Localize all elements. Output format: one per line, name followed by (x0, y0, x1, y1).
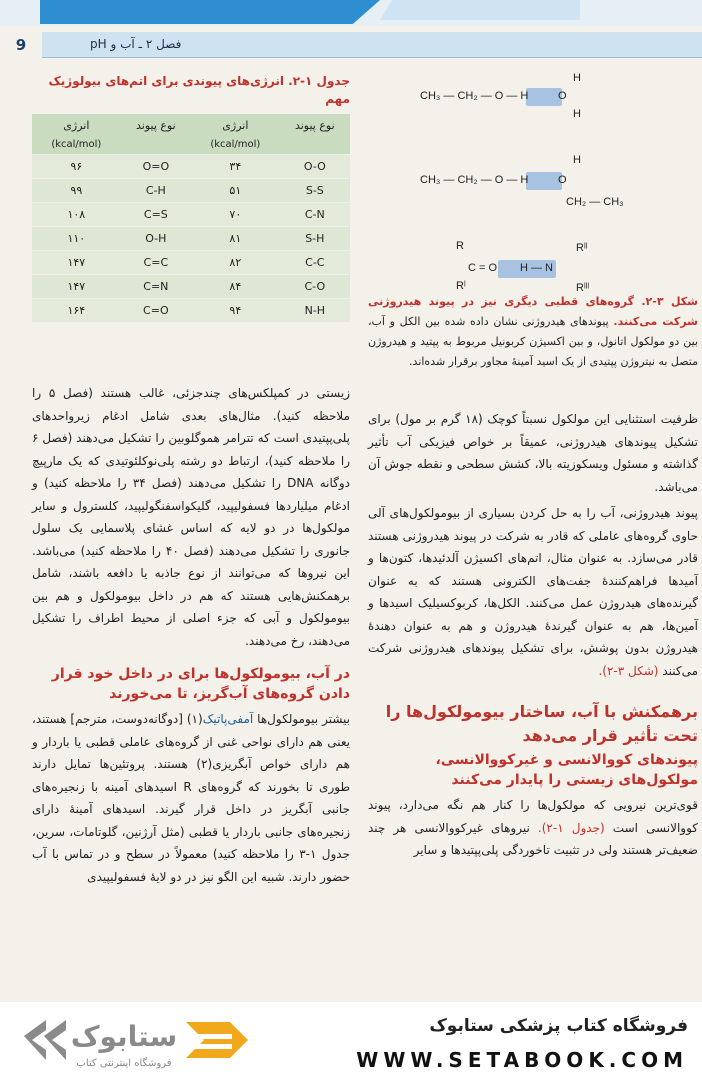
table-row (32, 250, 350, 274)
top-light-stripe (380, 0, 580, 20)
ethanol-group: CH₃ — CH₂ — O — H (420, 90, 529, 102)
table-cell: N-H (280, 298, 350, 322)
top-blue-stripe (40, 0, 380, 24)
amide-nh: H — N (520, 262, 553, 274)
text-span: پیوند هیدروژنی، آب را به حل کردن بسیاری از بیومولکول‌های آلی حاوی گروه‌های عاملی که قادر به شرکت در پیوند هیدروژنی هستند قادر می‌سازد. به عنوان مثال، اتم‌های اکسیژن آلدئیدها، کتون‌ها و آمیدها فراهم‌کنندهٔ جفت‌های الکترونی هستند که به عنوان گیرنده‌های هیدروژن عمل می‌کنند. الکل‌ها، کربوکسیلیک اسیدها و آمین‌ها، هم به عنوان گیرندهٔ هیدروژن و هم به عنوان دهندهٔ هیدروژن بدون پوشش، برای تشکیل پیوندهای هیدروژنی شرکت می‌کنند (368, 506, 698, 678)
left-paragraph-2 (32, 708, 350, 888)
table-row (32, 274, 350, 298)
table-cell: ۸۴ (191, 274, 280, 298)
table-reference: (جدول ۱-۲). (537, 820, 605, 835)
left-column (32, 72, 350, 888)
table-cell: C-N (280, 202, 350, 226)
table-cell: C=N (121, 274, 191, 298)
table-header: انرژی (32, 114, 121, 136)
table-cell: O=O (121, 154, 191, 178)
chapter-title: فصل ۲ ـ آب و pH (90, 37, 182, 51)
table-cell: C-H (121, 178, 191, 202)
logo-book-stripe (192, 1044, 232, 1049)
arrow-icon (44, 1020, 66, 1060)
table-row (32, 298, 350, 322)
r3-group: Rˡˡˡ (576, 282, 590, 294)
right-paragraph-1: ظرفیت استثنایی این مولکول نسبتاً کوچک (۱۸ گرم بر مول) برای تشکیل پیوندهای هیدروژنی، عمیقاً بر خواص فیزیکی آب تأثیر گذاشته و مسئول ویسکوزیته بالا، کشش سطحی و نقطه جوش آن می‌باشد. (368, 412, 699, 494)
right-paragraph-3 (368, 794, 698, 862)
logo-text: ستابوک (70, 1020, 178, 1053)
ethanol-h: H (573, 154, 581, 166)
keyword-amphipathic: آمفی‌پاتیک (202, 712, 254, 726)
water-h-top: H (573, 72, 581, 84)
table-cell: ۱۶۴ (32, 298, 121, 322)
hydrogen-bond-figure (368, 60, 698, 292)
table-row (32, 202, 350, 226)
table-cell: C-O (280, 274, 350, 298)
setabook-logo[interactable] (16, 1012, 266, 1072)
table-cell: ۹۹ (32, 178, 121, 202)
table-cell: ۷۰ (191, 202, 280, 226)
table-row (32, 154, 350, 178)
bond-energy-table (32, 114, 350, 322)
right-paragraph-2 (368, 502, 698, 682)
table-cell: ۹۶ (32, 154, 121, 178)
h-bond-highlight (526, 172, 562, 190)
table-cell: ۵۱ (191, 178, 280, 202)
table-cell: C=C (121, 250, 191, 274)
right-column (368, 60, 698, 862)
r2-group: Rˡˡ (576, 242, 588, 254)
table-cell: C=S (121, 202, 191, 226)
figure-label: شکل ۳-۲. گروه‌های قطبی دیگری نیز در پیوند هیدروژنی شرکت می‌کنند. (368, 295, 698, 328)
table-header: انرژی (191, 114, 280, 136)
figure-caption (368, 292, 698, 372)
figure-caption-text: پیوندهای هیدروژنی نشان داده شده بین الکل و آب، بین دو مولکول اتانول، و بین اکسیژن کربونیل مربوط به پپتید و هیدروژن متصل به نیتروژن پپتیدی از یک اسید آمینهٔ مجاور برقرار شده‌اند. (368, 315, 698, 368)
table-cell: ۸۲ (191, 250, 280, 274)
ethanol-group: CH₃ — CH₂ — O — H (420, 174, 529, 186)
left-paragraph-1: زیستی در کمپلکس‌های چندجزئی، غالب هستند (فصل ۵ را ملاحظه کنید). مثال‌های بعدی شامل ادغام زیرواحدهای پلی‌پپتیدی است که تترامر هموگلوبین را تشکیل می‌دهند (فصل ۶ را ملاحظه کنید)، ارتباط دو رشته پلی‌نوکلئوتیدی که یک مارپیچ دوگانه DNA را تشکیل می‌دهند (فصل ۳۴ را ملاحظه کنید) و ادغام میلیاردها فسفولیپید، گلیکواسفنگولیپید، کلسترول و سایر مولکول‌ها در دو لایه که اساس غشای پلاسمایی یک سلول جانوری را تشکیل می‌دهند (فصل ۴۰ را ملاحظه کنید) می‌باشد. این نیروها که می‌توانند از نوع جاذبه یا دافعه باشند، شامل برهمکنش‌هایی هستند که هم در داخل بیومولکول و هم بین بیومولکول و آبی که جزء اصلی از محیط اطراف را تشکیل می‌دهند، رخ می‌دهند. (32, 386, 350, 648)
ethanol-oxygen: O (558, 174, 567, 186)
text-span: نیروهای غیرکووالانسی هر چند ضعیف‌تر هستند ولی در تثبیت تاخوردگی پلی‌پپتیدها و سایر (368, 820, 698, 857)
logo-book-stripe (192, 1034, 232, 1039)
text-span: قوی‌ترین نیرویی که مولکول‌ها را کنار هم نگه می‌دارد، پیوند کووالانسی است (368, 798, 698, 835)
table-cell: O-H (121, 226, 191, 250)
water-h-bottom: H (573, 108, 581, 120)
table-header: نوع پیوند (280, 114, 350, 136)
store-url[interactable]: WWW.SETABOOK.COM (356, 1048, 688, 1072)
table-cell: ۱۰۸ (32, 202, 121, 226)
table-subheader (121, 136, 191, 154)
text-span: بیشتر بیومولکول‌ها (257, 712, 350, 726)
h-bond-highlight (526, 88, 562, 106)
ethyl-group: CH₂ — CH₃ (566, 196, 624, 208)
table-unit: (kcal/mol) (32, 136, 121, 154)
table-cell: ۹۴ (191, 298, 280, 322)
table-cell: ۱۴۷ (32, 274, 121, 298)
spacer (32, 322, 350, 382)
store-name: فروشگاه کتاب پزشکی ستابوک (429, 1016, 688, 1036)
section-heading-folding: در آب، بیومولکول‌ها برای در داخل خود قرار دادن گروه‌های آب‌گریز، تا می‌خورند (51, 666, 350, 702)
table-cell: S-S (280, 178, 350, 202)
r1-group: Rˡ (456, 280, 466, 292)
table-cell: ۱۴۷ (32, 250, 121, 274)
carbonyl: C = O (468, 262, 498, 274)
table-cell: ۱۱۰ (32, 226, 121, 250)
text-span: (۱) [دوگانه‌دوست، مترجم] هستند، یعنی هم دارای نواحی غنی از گروه‌های عاملی قطبی یا باردار و هم دارای خواص آبگریزی(۲) هستند. پروتئین‌ها تمایل دارند طوری تا بخورند که گروه‌های R اسیدهای آمینه با زنجیره‌های جانبی آبگریز در داخل قرار گیرند. اسیدهای آمینهٔ دارای زنجیره‌های جانبی باردار یا قطبی (مثل آرژنین، گلوتامات، سرین، جدول ۱-۳ را ملاحظه کنید) معمولاً در سطح و در تماس با آب حضور دارند. شبیه این الگو نیز در دو لایهٔ فسفولیپیدی (32, 712, 351, 884)
table-cell: ۸۱ (191, 226, 280, 250)
table-cell: S-H (280, 226, 350, 250)
figure-reference: (شکل ۳-۲). (598, 663, 659, 678)
section-heading-interaction: برهمکنش با آب، ساختار بیومولکول‌ها را تحت تأثیر قرار می‌دهد (385, 702, 698, 745)
water-oxygen: O (558, 90, 567, 102)
table-cell: O-O (280, 154, 350, 178)
table-header: نوع پیوند (121, 114, 191, 136)
subsection-heading-bonds: پیوندهای کووالانسی و غیرکووالانسی، مولکول‌های زیستی را پایدار می‌کنند (435, 752, 698, 788)
arrow-icon (24, 1020, 46, 1060)
footer-banner (0, 1002, 702, 1080)
table-row (32, 178, 350, 202)
table-cell: C=O (121, 298, 191, 322)
table-caption: جدول ۱-۲. انرژی‌های پیوندی برای اتم‌های بیولوژیک مهم (48, 74, 350, 106)
table-subheader (280, 136, 350, 154)
r-group: R (456, 240, 464, 252)
table-cell: C-C (280, 250, 350, 274)
table-cell: ۳۴ (191, 154, 280, 178)
page-number: 9 (15, 36, 27, 54)
table-unit: (kcal/mol) (191, 136, 280, 154)
logo-subtext: فروشگاه اینترنتی کتاب (76, 1058, 172, 1069)
table-row (32, 226, 350, 250)
logo-chevron-icon (186, 1022, 248, 1058)
